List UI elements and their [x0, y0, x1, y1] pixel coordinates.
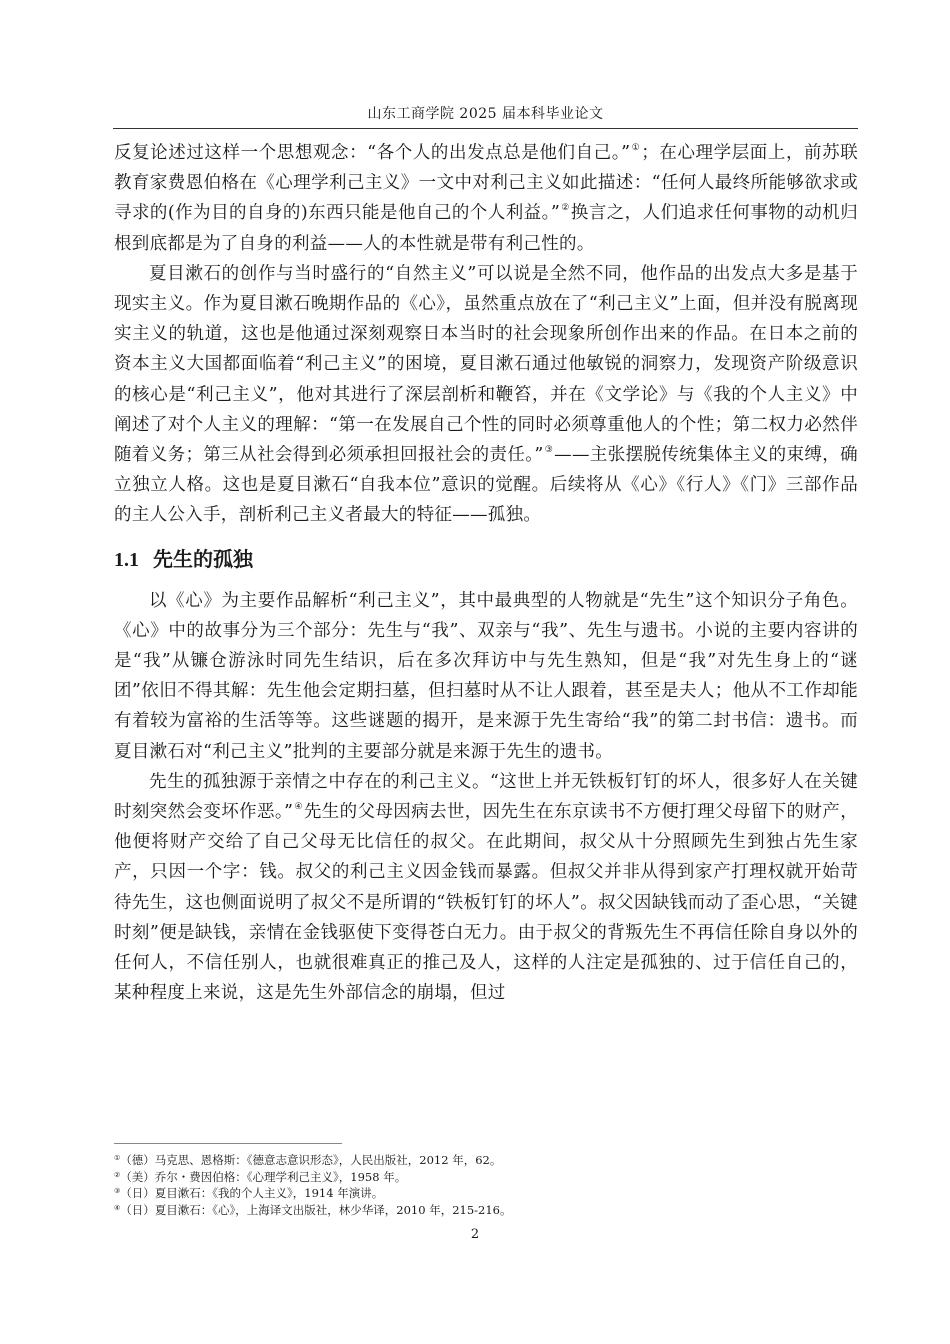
header-rule	[113, 128, 858, 129]
footnote-ref-2: ②	[561, 203, 570, 214]
paragraph-3-text: 以《心》为主要作品解析“利己主义”，其中最典型的人物就是“先生”这个知识分子角色。《心》中的故事分为三个部分：先生与“我”、双亲与“我”、先生与遗书。小说的主要内容讲的是“我”从镰仓游泳时同先生结识，后在多次拜访中与先生熟知，但是“我”对先生身上的“谜团”依旧不得其解：先生他会定期扫墓，但扫墓时从不让人跟着，甚至是夫人；他从不工作却能有着较为富裕的生活等等。这些谜题的揭开，是来源于先生寄给“我”的第二封书信：遗书。而夏目漱石对“利己主义”批判的主要部分就是来源于先生的遗书。	[114, 590, 858, 762]
footnote-mark: ④	[114, 1203, 121, 1212]
running-header: 山东工商学院 2025 届本科毕业论文	[367, 106, 604, 122]
paragraph-3	[114, 586, 858, 767]
paragraph-1-part-c: 换言之，人们追求任何事物的动机归根到底都是为了自身的利益——人的本性就是带有利己性的。	[114, 203, 858, 254]
footnote-1	[114, 1152, 858, 1169]
footnote-text: （日）夏目漱石：《我的个人主义》，1914 年演讲。	[120, 1186, 384, 1200]
section-title: 先生的孤独	[153, 546, 253, 571]
footnote-mark: ②	[114, 1170, 121, 1179]
footnote-ref-3: ③	[544, 445, 554, 456]
paragraph-2-part-b: ——主张摆脱传统集体主义的束缚，确立独立人格。这也是夏目漱石“自我本位”意识的觉醒。后续将从《心》《行人》《门》三部作品的主人公入手，剖析利己主义者最大的特征——孤独。	[114, 445, 858, 526]
paragraph-4-part-b: 先生的父母因病去世，因先生在东京读书不方便打理父母留下的财产，他便将财产交给了自己父母无比信任的叔父。在此期间，叔父从十分照顾先生到独占先生家产，只因一个字：钱。叔父的利己主义因金钱而暴露。但叔父并非从得到家产打理权就开始苛待先生，这也侧面说明了叔父不是所谓的“铁板钉钉的坏人”。叔父因缺钱而动了歪心思，“关键时刻”便是缺钱，亲情在金钱驱使下变得苍白无力。由于叔父的背叛先生不再信任除自身以外的任何人，不信任别人，也就很难真正的推己及人，这样的人注定是孤独的、过于信任自己的，某种程度上来说，这是先生外部信念的崩塌，但过	[114, 802, 858, 1004]
paragraph-2	[114, 259, 858, 531]
paragraph-4	[114, 767, 858, 1009]
footnote-2	[114, 1169, 858, 1186]
footnote-text: （德）马克思、恩格斯：《德意志意识形态》，人民出版社，2012 年，62。	[120, 1153, 502, 1167]
footnote-rule	[114, 1143, 342, 1144]
footnote-text: （美）乔尔・费因伯格：《心理学利己主义》，1958 年。	[120, 1169, 407, 1184]
paragraph-1-part-a: 反复论述过这样一个思想观念：“各个人的出发点总是他们自己。”	[114, 143, 631, 163]
footnote-ref-4: ④	[294, 802, 303, 813]
main-text	[114, 138, 858, 1008]
footnote-mark: ③	[114, 1187, 121, 1195]
paragraph-4-part-a: 先生的孤独源于亲情之中存在的利己主义。“这世上并无铁板钉钉的坏人，很多好人在关键时刻突然会变坏作恶。”	[114, 771, 858, 823]
section-number: 1.1	[114, 548, 139, 571]
footnotes	[114, 1152, 858, 1218]
footnote-ref-1: ①	[631, 143, 641, 153]
section-heading	[114, 543, 858, 576]
footnote-3	[114, 1185, 858, 1202]
footnote-text: （日）夏目漱石：《心》，上海译文出版社，林少华译，2010 年，215-216。	[120, 1202, 512, 1217]
footnote-mark: ①	[114, 1154, 121, 1162]
paragraph-1-part-b: ；在心理学层面上，前苏联教育家费恩伯格在《心理学利己主义》一文中对利己主义如此描述：“任何人最终所能够欲求或寻求的(作为目的自身的)东西只能是他自己的个人利益。”	[114, 143, 858, 224]
paragraph-2-part-a: 夏目漱石的创作与当时盛行的“自然主义”可以说是全然不同，他作品的出发点大多是基于现实主义。作为夏目漱石晚期作品的《心》，虽然重点放在了“利己主义”上面，但并没有脱离现实主义的轨道，这也是他通过深刻观察日本当时的社会现象所创作出来的作品。在日本之前的资本主义大国都面临着“利己主义”的困境，夏目漱石通过他敏锐的洞察力，发现资产阶级意识的核心是“利己主义”，他对其进行了深层剖析和鞭笞，并在《文学论》与《我的个人主义》中阐述了对个人主义的理解：“第一在发展自己个性的同时必须尊重他人的个性；第二权力必然伴随着义务；第三从社会得到必须承担回报社会的责任。”	[114, 263, 858, 466]
paragraph-1	[114, 138, 858, 259]
footnote-4	[114, 1202, 858, 1219]
page-number: 2	[470, 1227, 480, 1242]
